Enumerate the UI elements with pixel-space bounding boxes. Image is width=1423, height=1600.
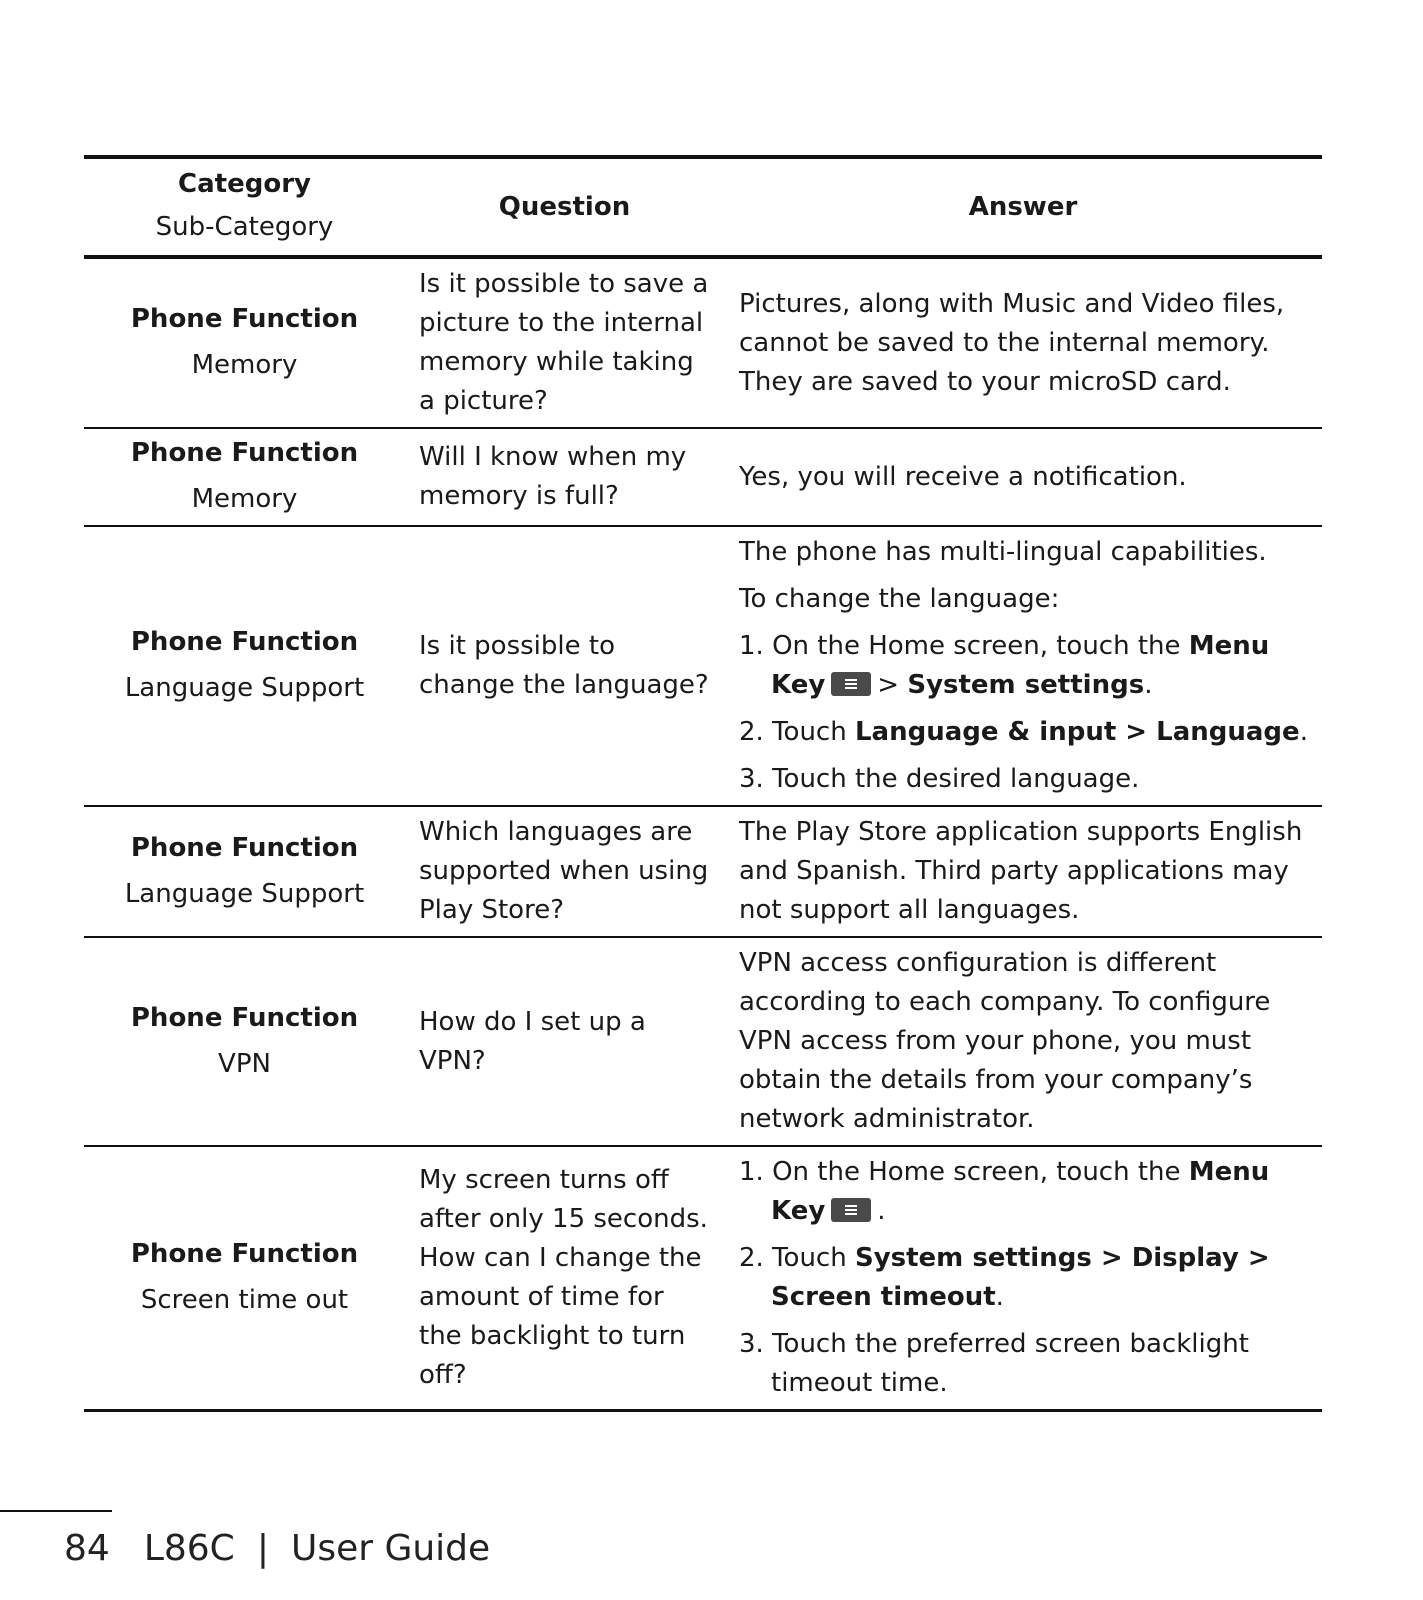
answer-step — [739, 627, 1310, 705]
header-answer: Answer — [968, 191, 1078, 222]
footer-separator: | — [256, 1528, 269, 1569]
step-separator: > — [877, 670, 900, 700]
answer-cell: VPN access configuration is different according to each company. To configure VPN access from your phone, you must obtain the details from your company’s network administrator. — [739, 948, 1271, 1134]
step-number: 3. — [739, 764, 764, 794]
category-cell — [84, 1146, 405, 1411]
answer-step — [739, 713, 1310, 752]
header-category-label: Category — [178, 168, 311, 199]
question-cell: Which languages are supported when using Play Store? — [419, 817, 709, 925]
table-row — [84, 1146, 1322, 1411]
step-bold: Menu Key — [771, 631, 1270, 700]
question-cell: My screen turns off after only 15 seconds. How can I change the amount of time for the backlight to turn off? — [419, 1165, 708, 1390]
answer-intro-2: To change the language: — [739, 584, 1060, 614]
table-row — [84, 526, 1322, 806]
category-name: Phone Function — [130, 832, 359, 863]
faq-table — [84, 155, 1322, 1412]
table-row — [84, 257, 1322, 428]
step-text: Touch — [772, 717, 847, 747]
footer-rule — [0, 1510, 112, 1512]
step-bold: Language & input > Language — [854, 717, 1300, 747]
answer-cell — [724, 1146, 1322, 1411]
step-number: 3. — [739, 1329, 764, 1359]
sub-category-name: Language Support — [124, 673, 365, 703]
answer-cell: Yes, you will receive a notification. — [739, 461, 1187, 492]
question-cell: Is it possible to change the language? — [419, 631, 709, 700]
answer-step — [739, 760, 1310, 799]
question-cell: Is it possible to save a picture to the internal memory while taking a picture? — [419, 269, 709, 416]
model-name: L86C — [143, 1528, 235, 1569]
answer-step — [739, 1153, 1310, 1231]
header-category — [84, 157, 405, 257]
answer-step — [739, 1325, 1310, 1403]
category-name: Phone Function — [130, 627, 359, 657]
step-number: 2. — [739, 1243, 764, 1273]
category-name: Phone Function — [130, 1002, 359, 1033]
step-punct: . — [1299, 717, 1308, 747]
question-cell: How do I set up a VPN? — [419, 1006, 646, 1076]
header-sub-category-label: Sub-Category — [155, 211, 334, 242]
step-number: 2. — [739, 717, 764, 747]
category-cell — [84, 428, 405, 526]
page-footer — [64, 1528, 490, 1569]
answer-cell — [724, 526, 1322, 806]
category-name: Phone Function — [130, 1239, 359, 1269]
table-row — [84, 937, 1322, 1146]
table-row — [84, 428, 1322, 526]
answer-step — [739, 1239, 1310, 1317]
answer-intro: The phone has multi-lingual capabilities. — [739, 537, 1267, 567]
answer-cell: Pictures, along with Music and Video files, cannot be saved to the internal memory. They are saved to your microSD card. — [739, 288, 1285, 397]
step-text: Touch the preferred screen backlight timeout time. — [771, 1329, 1249, 1398]
table-row — [84, 806, 1322, 937]
category-cell — [84, 806, 405, 937]
step-punct: . — [877, 1196, 886, 1226]
sub-category-name: Memory — [191, 484, 298, 514]
menu-key-icon — [831, 1198, 871, 1222]
category-name: Phone Function — [130, 304, 359, 334]
question-cell: Will I know when my memory is full? — [419, 442, 687, 511]
sub-category-name: VPN — [218, 1048, 271, 1079]
menu-key-icon — [831, 672, 871, 696]
step-punct: . — [995, 1282, 1004, 1312]
step-bold: System settings — [907, 670, 1145, 700]
answer-cell: The Play Store application supports English and Spanish. Third party applications may not support all languages. — [739, 817, 1303, 925]
step-bold: Menu Key — [771, 1157, 1270, 1226]
category-cell — [84, 526, 405, 806]
step-punct: . — [1144, 670, 1153, 700]
category-cell — [84, 937, 405, 1146]
step-number: 1. — [739, 1157, 764, 1187]
step-number: 1. — [739, 631, 764, 661]
step-text: Touch — [772, 1243, 847, 1273]
sub-category-name: Language Support — [124, 878, 365, 909]
table-header-row — [84, 157, 1322, 257]
category-cell — [84, 257, 405, 428]
category-name: Phone Function — [130, 438, 359, 468]
step-bold: System settings > Display > Screen timeout — [771, 1243, 1270, 1312]
page-number: 84 — [64, 1528, 110, 1569]
step-text: On the Home screen, touch the — [772, 631, 1181, 661]
step-text: On the Home screen, touch the — [772, 1157, 1181, 1187]
sub-category-name: Screen time out — [140, 1285, 349, 1315]
sub-category-name: Memory — [191, 350, 298, 380]
header-question: Question — [498, 191, 631, 222]
guide-title: User Guide — [290, 1528, 491, 1569]
step-text: Touch the desired language. — [772, 764, 1140, 794]
